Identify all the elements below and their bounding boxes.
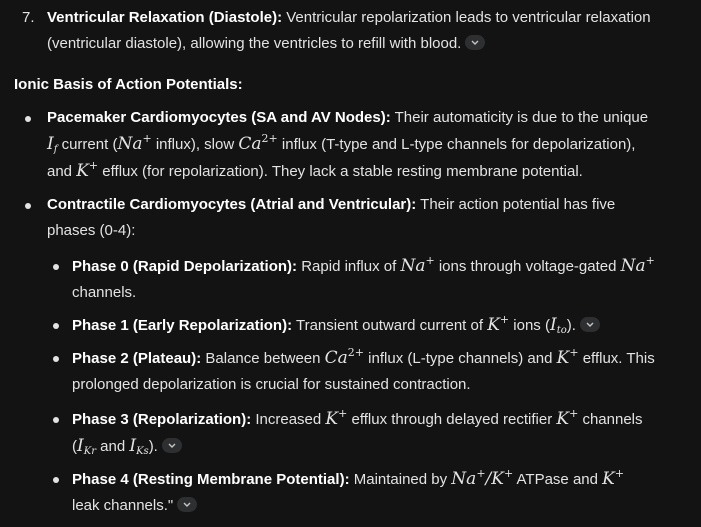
- math-Na: Na+: [451, 467, 486, 489]
- math-K: K+: [491, 467, 514, 489]
- math-Ito: $I_{to}$: [549, 315, 567, 336]
- source-chip[interactable]: [580, 317, 600, 332]
- item-text: Rapid influx of: [297, 258, 401, 275]
- item-text: efflux (for repolarization). They lack a stable resting membrane potential.: [98, 163, 583, 180]
- chevron-down-icon: [471, 40, 479, 45]
- math-Na: Na+: [400, 254, 435, 276]
- item-text: Increased: [251, 411, 326, 428]
- item-text: Transient outward current of: [292, 317, 488, 334]
- math-Na: Na+: [117, 132, 152, 154]
- item-text: ).: [566, 317, 576, 334]
- item-text: (: [72, 438, 77, 455]
- bullet-dot: [53, 477, 59, 483]
- section-heading: Ionic Basis of Action Potentials:: [14, 76, 243, 93]
- item-text: ions through voltage-gated: [434, 258, 621, 275]
- item-text: ).: [148, 438, 158, 455]
- item-text: and: [47, 163, 77, 180]
- math-Ca: $Ca^{2+}$: [238, 132, 278, 154]
- bullet-dot: [53, 323, 59, 329]
- item-text: and: [95, 438, 130, 455]
- math-K: K+: [556, 407, 579, 429]
- item-text: influx), slow: [151, 136, 239, 153]
- item-title: Phase 0 (Rapid Depolarization):: [72, 258, 298, 275]
- math-K: K+: [556, 346, 579, 368]
- item-text: leak channels.": [72, 497, 174, 514]
- source-chip[interactable]: [465, 35, 485, 50]
- item-text: channels.: [72, 284, 137, 301]
- source-chip[interactable]: [162, 438, 182, 453]
- math-IKs: $I_{Ks}$: [129, 436, 149, 457]
- item-title: Pacemaker Cardiomyocytes (SA and AV Nodes):: [47, 109, 391, 126]
- bullet-dot: [53, 356, 59, 362]
- list-number: 7.: [22, 9, 35, 26]
- bullet-dot: [53, 417, 59, 423]
- item-text: Balance between: [201, 350, 325, 367]
- item-text: ions (: [509, 317, 550, 334]
- item-text: influx (L-type channels) and: [364, 350, 557, 367]
- source-chip[interactable]: [177, 497, 197, 512]
- item-text: efflux. This: [578, 350, 655, 367]
- item-text: prolonged depolarization is crucial for sustained contraction.: [72, 376, 471, 393]
- math-K: K+: [325, 407, 348, 429]
- item-text: ATPase and: [513, 471, 603, 488]
- item-title: Phase 3 (Repolarization):: [72, 411, 252, 428]
- item-text: efflux through delayed rectifier: [347, 411, 557, 428]
- item-text: Their automaticity is due to the unique: [390, 109, 649, 126]
- bullet-dot: [25, 116, 31, 122]
- bullet-dot: [53, 264, 59, 270]
- math-If: $I_f$: [47, 134, 58, 155]
- bullet-dot: [25, 203, 31, 209]
- chevron-down-icon: [183, 502, 191, 507]
- item-text: channels: [578, 411, 643, 428]
- chevron-down-icon: [586, 322, 594, 327]
- math-K: K+: [76, 159, 99, 181]
- item-title: Contractile Cardiomyocytes (Atrial and Ventricular):: [47, 196, 417, 213]
- item-title: Phase 4 (Resting Membrane Potential):: [72, 471, 350, 488]
- math-K: K+: [602, 467, 625, 489]
- item-text: Maintained by: [349, 471, 452, 488]
- math-IKr: $I_{Kr}$: [77, 436, 96, 457]
- math-Ca: $Ca^{2+}$: [324, 346, 365, 368]
- chevron-down-icon: [168, 443, 176, 448]
- math-K: K+: [487, 313, 510, 335]
- item-text: phases (0-4):: [47, 222, 136, 239]
- math-slash: /: [485, 469, 492, 489]
- math-Na: Na+: [620, 254, 655, 276]
- list-item-body: [47, 5, 692, 57]
- item-text: Their action potential has five: [416, 196, 616, 213]
- item-title: Phase 1 (Early Repolarization):: [72, 317, 293, 334]
- item-title: Ventricular Relaxation (Diastole):: [47, 9, 283, 26]
- item-title: Phase 2 (Plateau):: [72, 350, 202, 367]
- item-text: influx (T-type and L-type channels for depolarization),: [277, 136, 636, 153]
- item-text: Ventricular repolarization leads to ventricular relaxation: [282, 9, 651, 26]
- item-text: (ventricular diastole), allowing the ventricles to refill with blood.: [47, 35, 462, 52]
- item-text: current (: [57, 136, 118, 153]
